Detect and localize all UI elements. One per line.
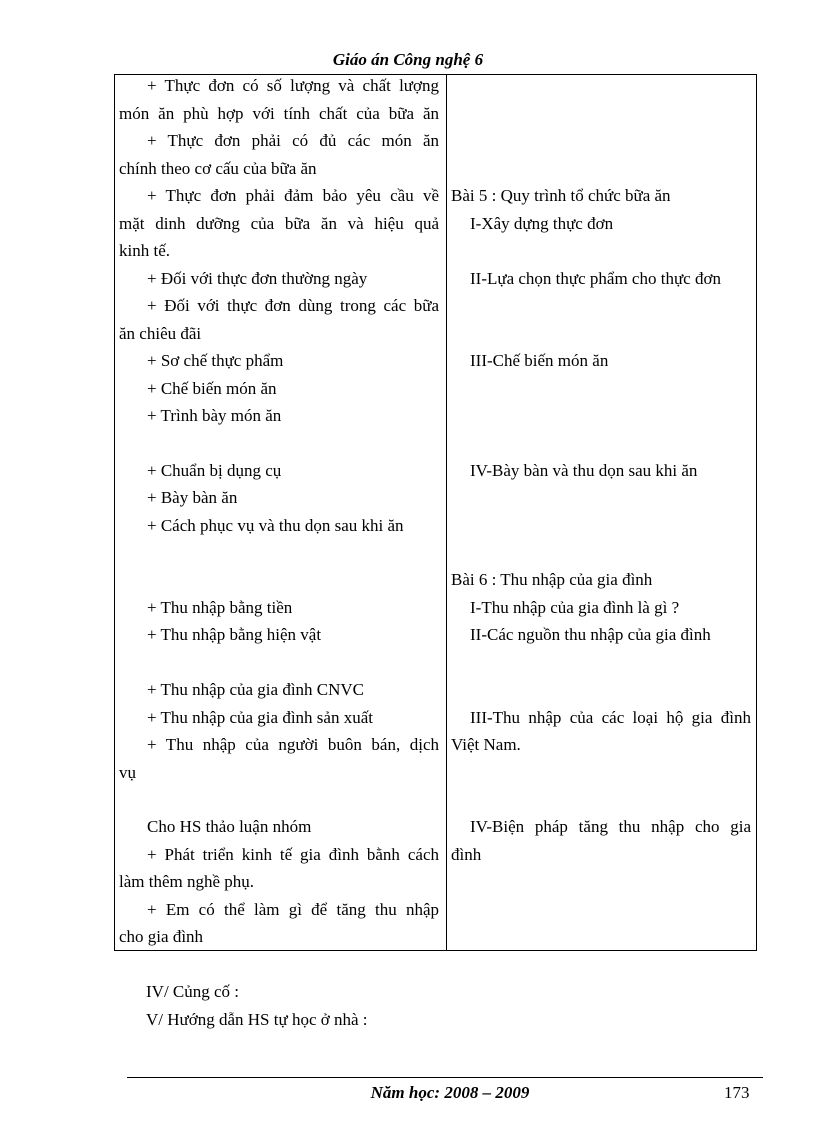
- left-line: + Đối với thực đơn thường ngày: [147, 269, 368, 288]
- right-line: II-Các nguồn thu nhập của gia đình: [470, 625, 711, 644]
- left-line: + Chế biến món ăn: [147, 379, 277, 398]
- left-line: + Thu nhập của người buôn bán, dịch: [147, 735, 439, 754]
- left-line: + Thu nhập của gia đình sản xuất: [147, 708, 373, 727]
- left-line: + Phát triển kinh tế gia đình bằnh cách: [147, 845, 439, 864]
- right-line: Việt Nam.: [451, 735, 521, 754]
- lesson-title: Bài 6 : Thu nhập của gia đình: [451, 570, 653, 589]
- left-line: + Thực đơn phải đảm bảo yêu cầu về: [147, 186, 439, 205]
- left-line: + Thực đơn có số lượng và chất lượng: [147, 76, 439, 95]
- left-line: làm thêm nghề phụ.: [119, 872, 255, 891]
- right-line: đình: [451, 845, 482, 864]
- left-line: mặt dinh dưỡng của bữa ăn và hiệu quả: [119, 214, 439, 233]
- right-line: I-Thu nhập của gia đình là gì ?: [470, 598, 680, 617]
- right-line: III-Thu nhập của các loại hộ gia đình: [470, 708, 751, 727]
- lesson-title: Bài 5 : Quy trình tổ chức bữa ăn: [451, 186, 671, 205]
- left-line: + Thực đơn phải có đủ các món ăn: [147, 131, 439, 150]
- left-line: + Chuẩn bị dụng cụ: [147, 461, 282, 480]
- footer-school-year: Năm học: 2008 – 2009: [370, 1083, 530, 1102]
- left-line: kinh tế.: [119, 241, 170, 260]
- left-line: + Thu nhập của gia đình CNVC: [147, 680, 365, 699]
- right-line: IV-Biện pháp tăng thu nhập cho gia: [470, 817, 751, 836]
- consolidation-heading: IV/ Củng cố :: [146, 982, 240, 1001]
- right-line: III-Chế biến món ăn: [470, 351, 609, 370]
- left-line: vụ: [119, 763, 136, 782]
- page-number: 173: [724, 1083, 750, 1102]
- left-line: + Sơ chế thực phẩm: [147, 351, 284, 370]
- lesson-table: [114, 74, 757, 951]
- left-line: + Trình bày món ăn: [147, 406, 282, 425]
- left-line: + Em có thể làm gì để tăng thu nhập: [147, 900, 439, 919]
- left-line: + Cách phục vụ và thu dọn sau khi ăn: [147, 516, 404, 535]
- right-line: I-Xây dựng thực đơn: [470, 214, 614, 233]
- left-line: ăn chiêu đãi: [119, 324, 202, 343]
- left-line: + Bày bàn ăn: [147, 488, 238, 507]
- right-line: II-Lựa chọn thực phẩm cho thực đơn: [470, 269, 721, 288]
- homework-heading: V/ Hướng dẫn HS tự học ở nhà :: [146, 1010, 368, 1029]
- right-line: IV-Bày bàn và thu dọn sau khi ăn: [470, 461, 698, 480]
- footer-rule: [127, 1077, 763, 1078]
- left-line: + Đối với thực đơn dùng trong các bữa: [147, 296, 439, 315]
- left-line: Cho HS thảo luận nhóm: [147, 817, 312, 836]
- left-line: món ăn phù hợp với tính chất của bữa ăn: [119, 104, 439, 123]
- page-header: Giáo án Công nghệ 6: [332, 50, 484, 69]
- left-line: chính theo cơ cấu của bữa ăn: [119, 159, 317, 178]
- left-line: + Thu nhập bằng hiện vật: [147, 625, 322, 644]
- left-line: + Thu nhập bằng tiền: [147, 598, 293, 617]
- left-line: cho gia đình: [119, 927, 204, 946]
- column-divider: [446, 75, 447, 950]
